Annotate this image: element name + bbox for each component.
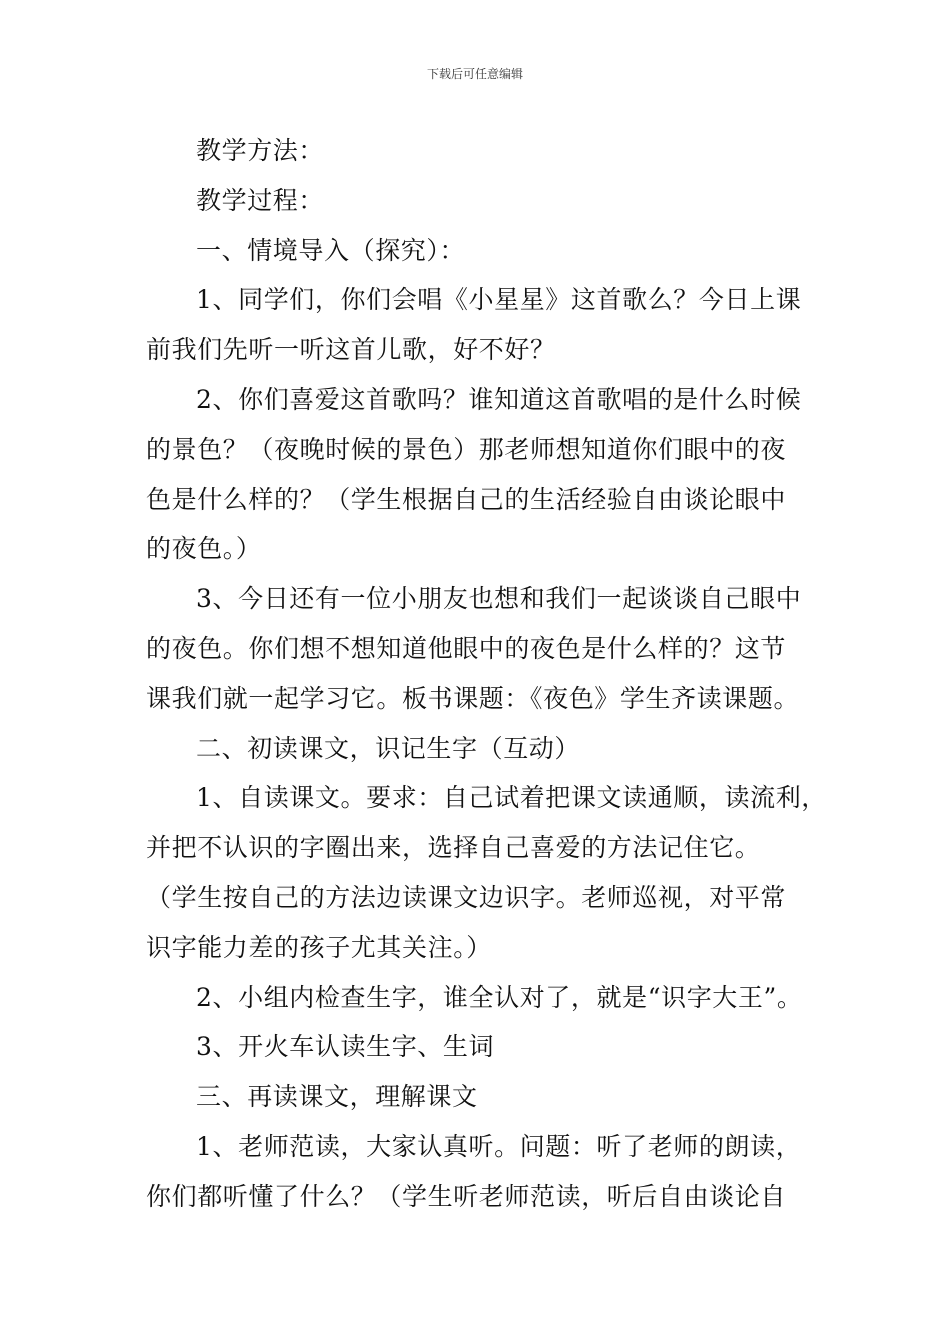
paragraph-line: 的景色？（夜晚时候的景色）那老师想知道你们眼中的夜 — [146, 434, 787, 464]
document-body — [146, 126, 827, 1222]
heading-part-three: 三、再读课文，理解课文 — [196, 1082, 478, 1112]
paragraph-line: 色是什么样的？（学生根据自己的生活经验自由谈论眼中 — [146, 484, 787, 514]
heading-part-one: 一、情境导入（探究）： — [196, 235, 466, 265]
paragraph-line: 1、老师范读，大家认真听。问题：听了老师的朗读， — [196, 1131, 802, 1161]
paragraph-line: （学生按自己的方法边读课文边识字。老师巡视，对平常 — [146, 882, 787, 912]
paragraph-line: 1、自读课文。要求：自己试着把课文读通顺，读流利， — [196, 783, 827, 813]
section-teaching-method: 教学方法： — [196, 136, 325, 165]
paragraph-line: 的夜色。你们想不想知道他眼中的夜色是什么样的？这节 — [146, 633, 787, 663]
paragraph-line: 识字能力差的孩子尤其关注。） — [146, 932, 492, 962]
paragraph-line: 课我们就一起学习它。板书课题：《夜色》学生齐读课题。 — [146, 683, 800, 713]
paragraph-line: 1、同学们，你们会唱《小星星》这首歌么？今日上课 — [196, 285, 802, 315]
paragraph-line: 3、开火车认读生字、生词 — [196, 1032, 495, 1062]
paragraph-line: 前我们先听一听这首儿歌，好不好？ — [146, 335, 556, 365]
paragraph-line: 2、你们喜爱这首歌吗？谁知道这首歌唱的是什么时候 — [196, 384, 802, 414]
section-teaching-process: 教学过程： — [196, 185, 325, 215]
paragraph-line: 2、小组内检查生字，谁全认对了，就是“识字大王”。 — [196, 982, 803, 1012]
page-header: 下载后可任意编辑 — [426, 67, 523, 81]
paragraph-line: 3、今日还有一位小朋友也想和我们一起谈谈自己眼中 — [196, 584, 802, 614]
paragraph-line: 并把不认识的字圈出来，选择自己喜爱的方法记住它。 — [146, 833, 761, 863]
paragraph-line: 你们都听懂了什么？（学生听老师范读，听后自由谈论自 — [146, 1181, 787, 1211]
paragraph-line: 的夜色。） — [146, 534, 262, 564]
heading-part-two: 二、初读课文，识记生字（互动） — [196, 733, 581, 763]
